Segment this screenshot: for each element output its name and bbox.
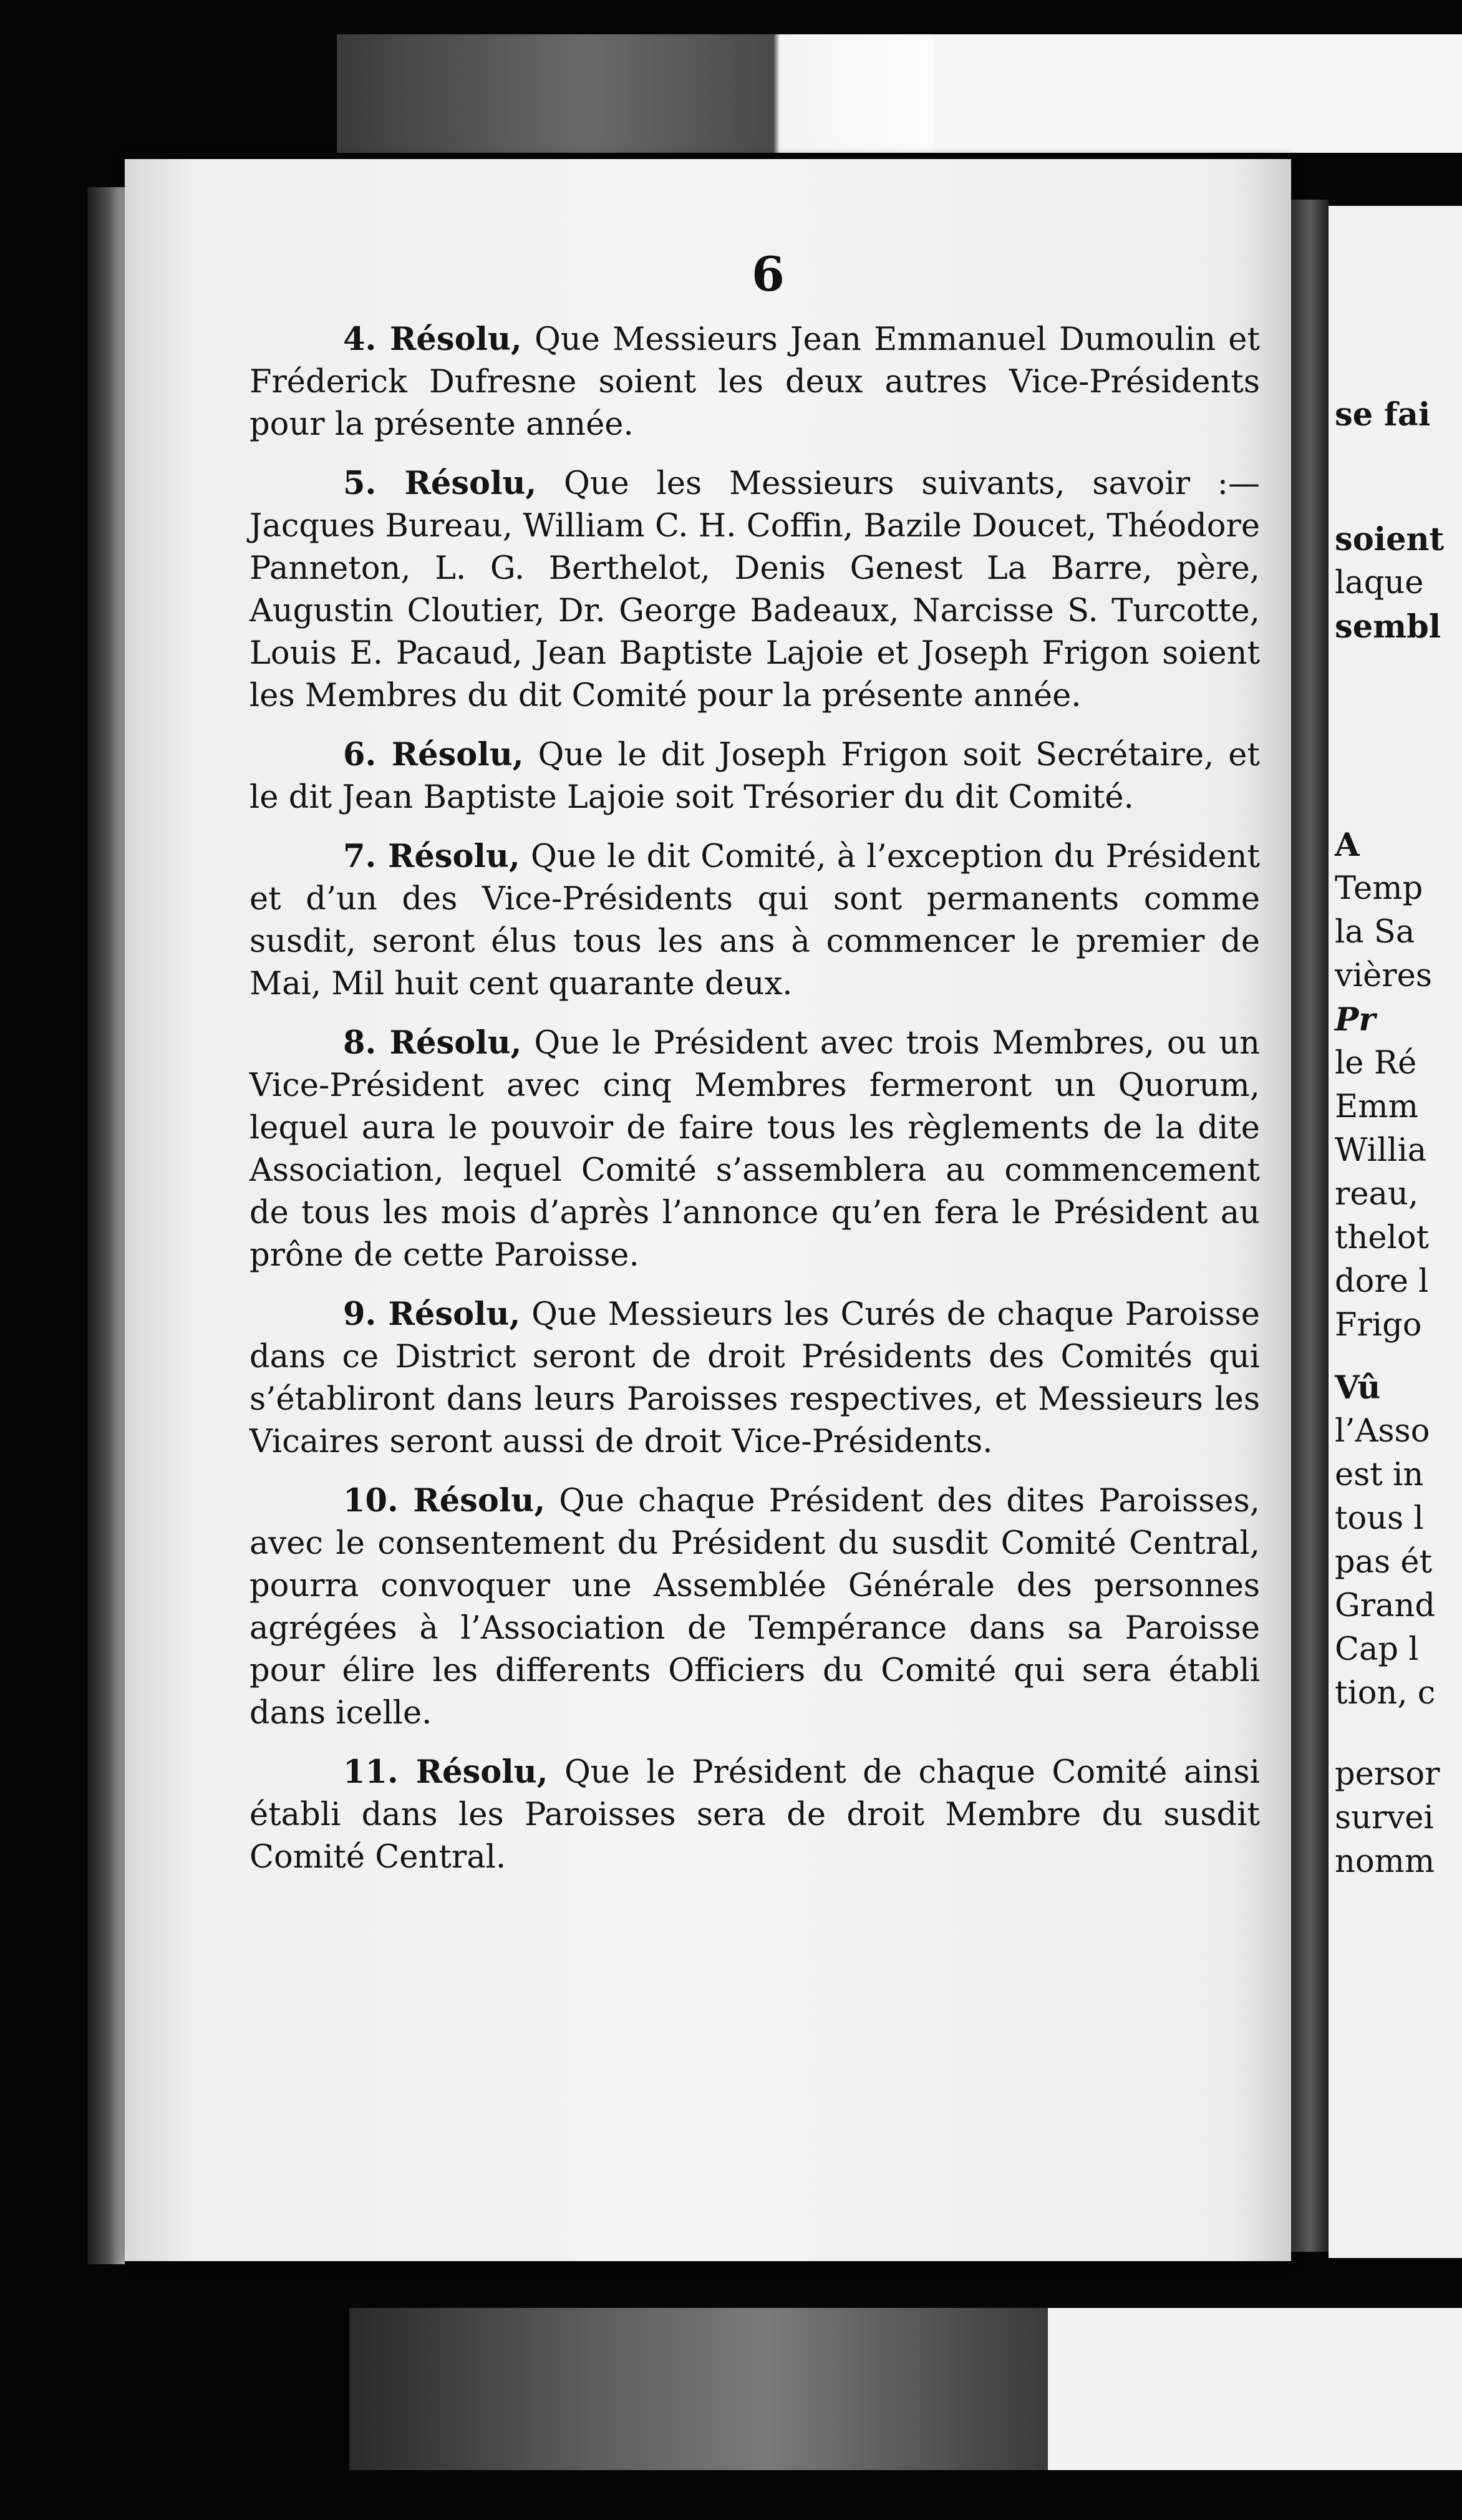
- resolution-lead: 8. Résolu,: [343, 1024, 522, 1062]
- resolution-body: Que Messieurs Jean Emmanuel Dumoulin et Fréderick Dufresne soient les deux autres Vice-Présidents pour la présente année.: [249, 321, 1260, 443]
- adjacent-gap: [1335, 649, 1462, 823]
- page-text: [249, 318, 1260, 1895]
- scan-bottom-white-area: [1048, 2308, 1462, 2470]
- adjacent-line: persor: [1335, 1756, 1440, 1793]
- adjacent-line: reau,: [1335, 1176, 1419, 1213]
- adjacent-line: tous l: [1335, 1500, 1424, 1537]
- resolution-body: Que chaque Président des dites Paroisses, avec le consentement du Président du susdit Comité Central, pourra convoquer une Assemblée Générale des personnes agrégées à l’Association de Tempérance dans sa Paroisse pour élire les differents Officiers du Comité qui sera établi dans icelle.: [249, 1483, 1260, 1732]
- book-left-edge: [87, 187, 125, 2264]
- adjacent-line: le Ré: [1335, 1045, 1417, 1082]
- adjacent-line: vières: [1335, 957, 1433, 994]
- adjacent-line: Willia: [1335, 1132, 1427, 1169]
- scan-bottom-strip: [349, 2308, 1048, 2470]
- resolution-9: [249, 1293, 1260, 1463]
- adjacent-line: Emm: [1335, 1088, 1418, 1125]
- resolution-5: [249, 462, 1260, 717]
- resolution-lead: 7. Résolu,: [343, 838, 520, 875]
- adjacent-line: thelot: [1335, 1219, 1430, 1256]
- adjacent-line: Pr: [1335, 1001, 1376, 1039]
- adjacent-line: Frigo: [1335, 1307, 1422, 1344]
- resolution-lead: 4. Résolu,: [343, 321, 522, 358]
- adjacent-line: se fai: [1335, 396, 1431, 434]
- resolution-lead: 10. Résolu,: [343, 1482, 546, 1519]
- scan-top-strip: [337, 34, 961, 153]
- scan-top-white-area: [932, 34, 1462, 153]
- adjacent-line: survei: [1335, 1800, 1434, 1836]
- adjacent-page: [1329, 206, 1462, 2258]
- resolution-body: Que le dit Joseph Frigon soit Secrétaire, et le dit Jean Baptiste Lajoie soit Trésorier du dit Comité.: [249, 737, 1260, 816]
- adjacent-line: est in: [1335, 1456, 1424, 1493]
- adjacent-line: A: [1335, 826, 1360, 864]
- resolution-body: Que le dit Comité, à l’exception du Président et d’un des Vice-Présidents qui sont permanents comme susdit, seront élus tous les ans à commencer le premier de Mai, Mil huit cent quarante deux.: [249, 838, 1260, 1002]
- adjacent-line: sembl: [1335, 608, 1441, 646]
- adjacent-line: soient: [1335, 521, 1445, 558]
- resolution-7: [249, 835, 1260, 1006]
- resolution-8: [249, 1022, 1260, 1277]
- adjacent-page-text: [1335, 393, 1462, 1884]
- adjacent-line: nomm: [1335, 1843, 1435, 1880]
- adjacent-line: Temp: [1335, 870, 1423, 907]
- resolution-body: Que Messieurs les Curés de chaque Paroisse dans ce District seront de droit Présidents des Comités qui s’établiront dans leurs Paroisses respectives, et Messieurs les Vicaires seront aussi de droit Vice-Présidents.: [249, 1296, 1260, 1460]
- adjacent-line: dore l: [1335, 1263, 1429, 1300]
- adjacent-line: l’Asso: [1335, 1413, 1430, 1450]
- adjacent-line: Vû: [1335, 1369, 1381, 1407]
- adjacent-line: laque: [1335, 565, 1424, 601]
- resolution-lead: 6. Résolu,: [343, 736, 524, 773]
- adjacent-line: la Sa: [1335, 914, 1415, 951]
- book-gutter: [1291, 200, 1329, 2252]
- resolution-lead: 11. Résolu,: [343, 1753, 548, 1791]
- adjacent-line: tion, c: [1335, 1675, 1436, 1712]
- resolution-body: Que le Président avec trois Membres, ou un Vice-Président avec cinq Membres fermeront un Quorum, lequel aura le pouvoir de faire tous les règlements de la dite Association, lequel Comité s’assemblera au commencement de tous les mois d’après l’annonce qu’en fera le Président au prône de cette Paroisse.: [249, 1025, 1260, 1274]
- page-number: 6: [752, 246, 785, 302]
- adjacent-gap: [1335, 1715, 1462, 1753]
- resolution-4: [249, 318, 1260, 446]
- resolution-body: Que les Messieurs suivants, savoir :—Jacques Bureau, William C. H. Coffin, Bazile Doucet, Théodore Panneton, L. G. Berthelot, Denis Genest La Barre, père, Augustin Cloutier, Dr. George Badeaux, Narcisse S. Turcotte, Louis E. Pacaud, Jean Baptiste Lajoie et Joseph Frigon soient les Membres du dit Comité pour la présente année.: [249, 465, 1260, 714]
- resolution-lead: 9. Résolu,: [343, 1296, 521, 1333]
- adjacent-line: Grand: [1335, 1587, 1436, 1624]
- resolution-11: [249, 1751, 1260, 1879]
- resolution-6: [249, 734, 1260, 819]
- resolution-body: Que le Président de chaque Comité ainsi établi dans les Paroisses sera de droit Membre du susdit Comité Central.: [249, 1754, 1260, 1876]
- adjacent-line: pas ét: [1335, 1544, 1433, 1581]
- adjacent-gap: [1335, 437, 1462, 518]
- resolution-10: [249, 1480, 1260, 1735]
- resolution-lead: 5. Résolu,: [343, 465, 537, 502]
- adjacent-line: Cap l: [1335, 1631, 1419, 1668]
